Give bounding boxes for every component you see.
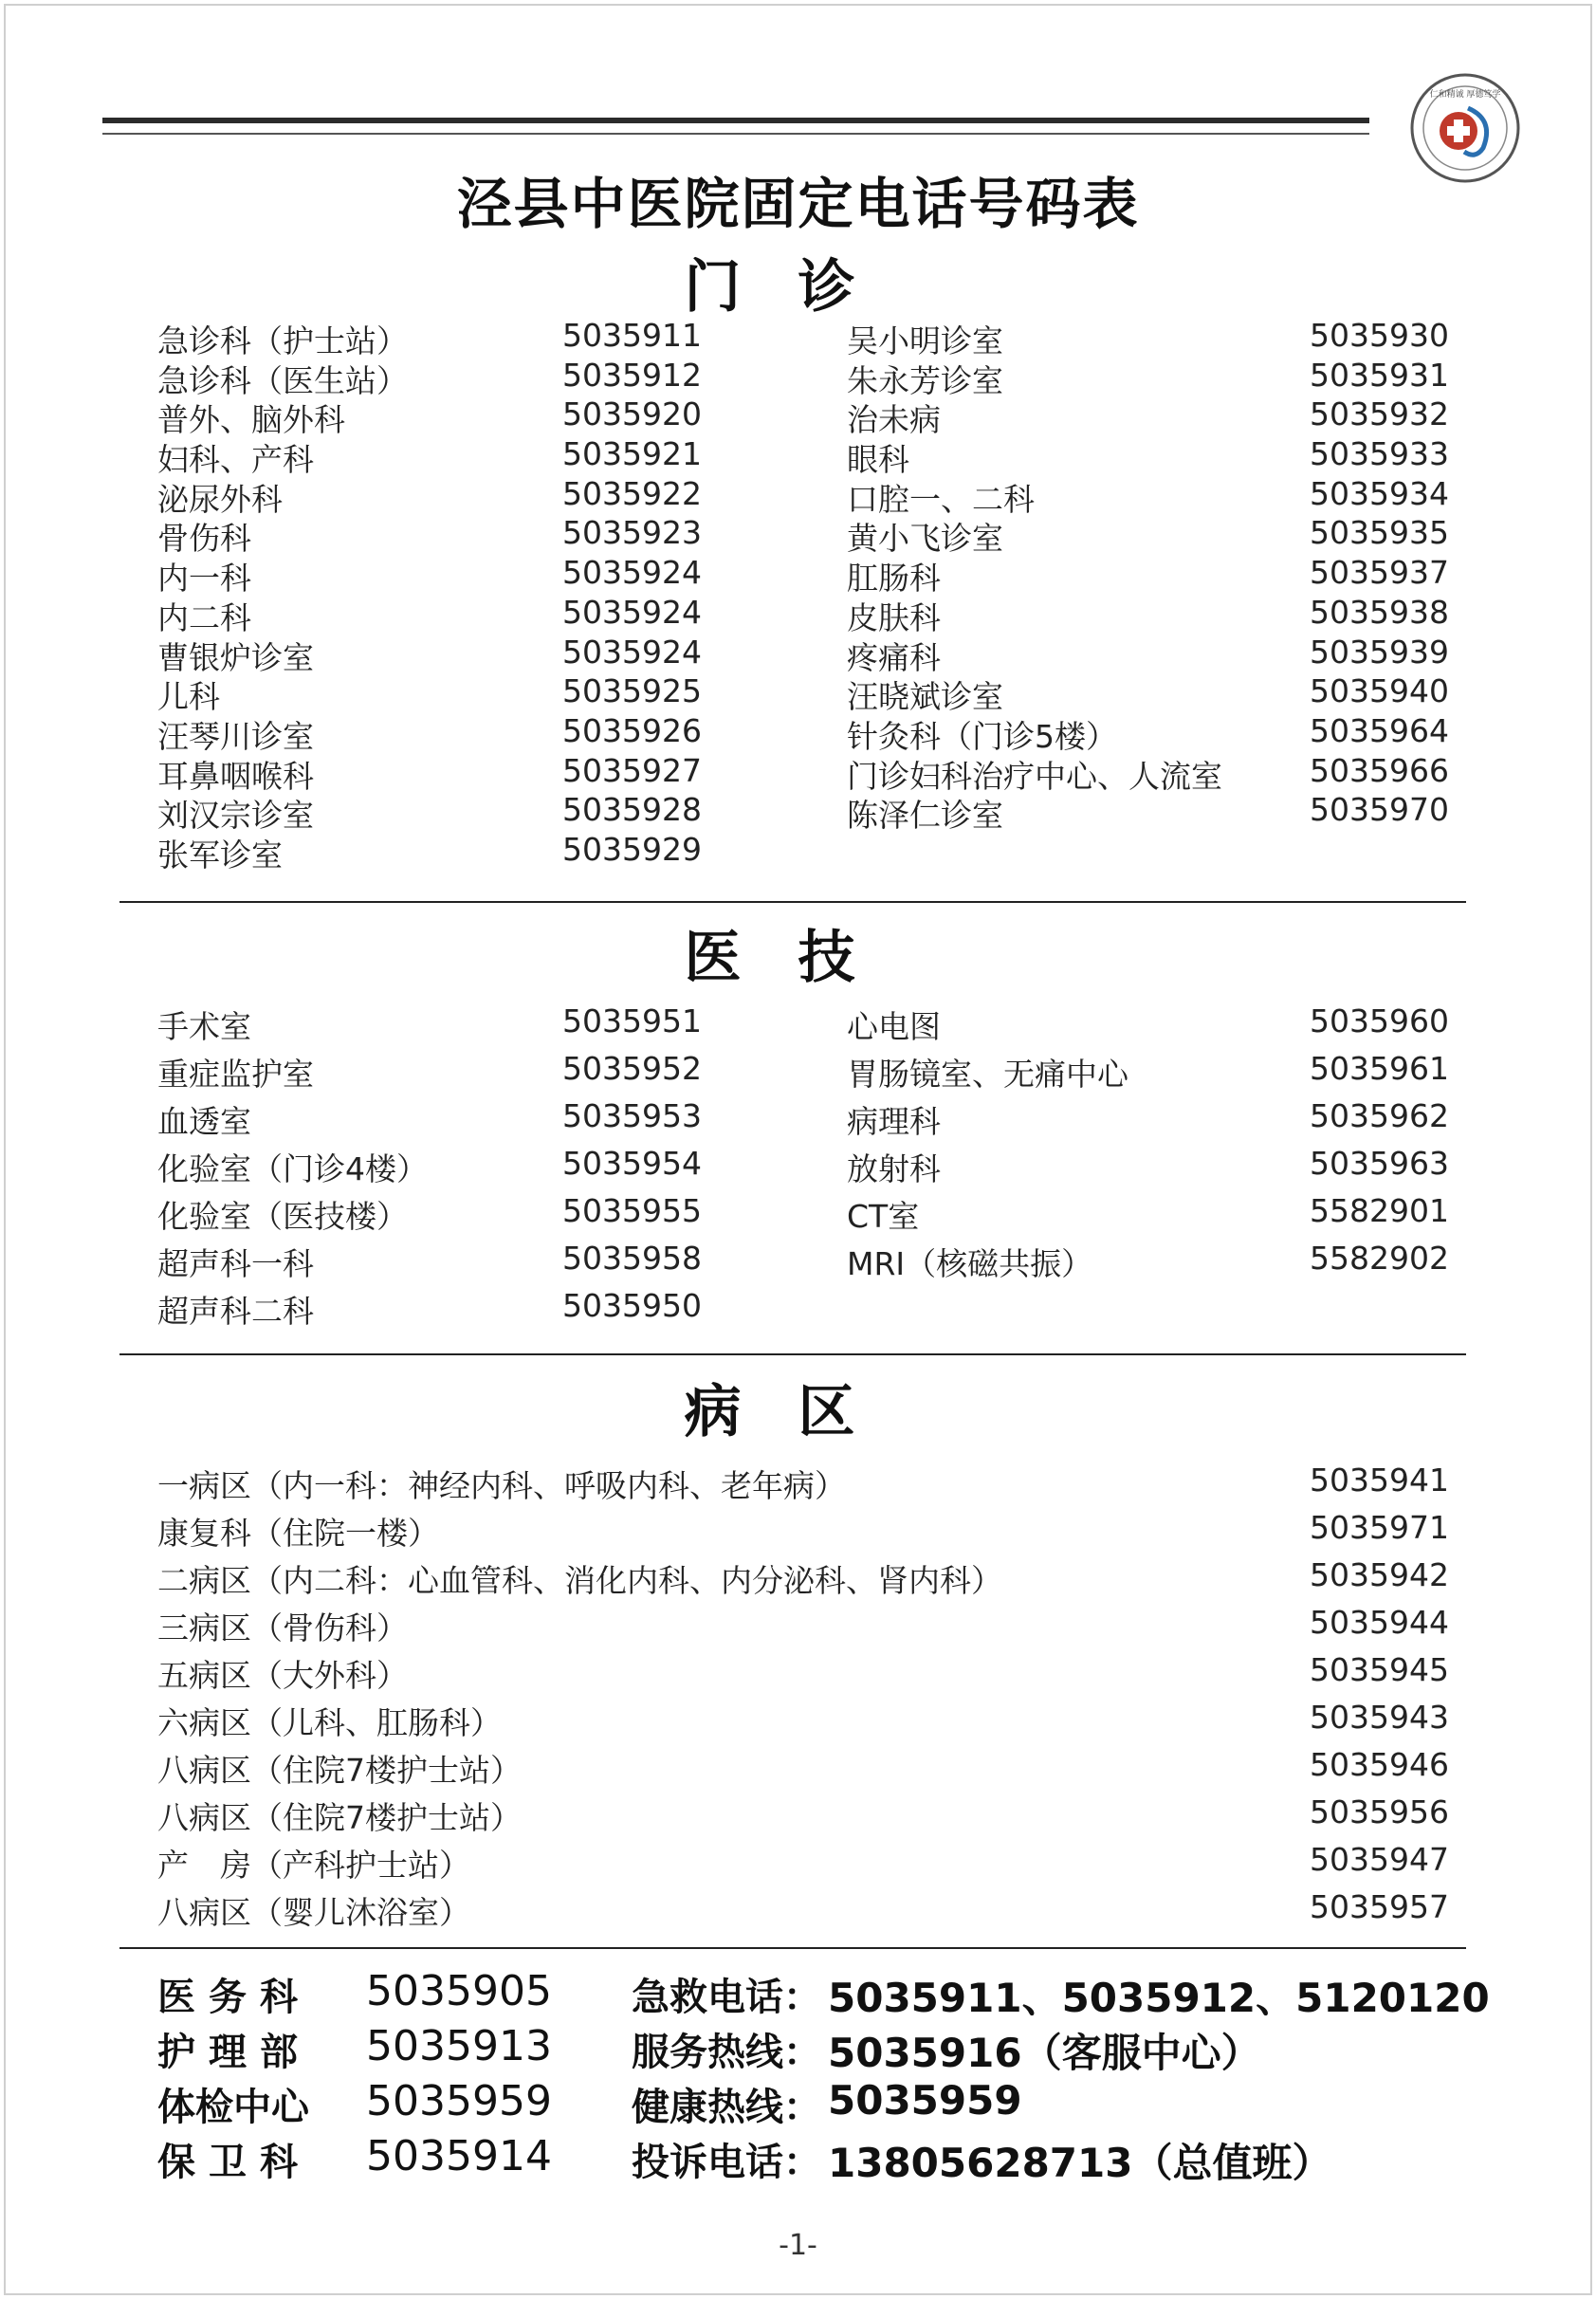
phone-row xyxy=(847,1192,1454,1240)
phone-number: 5035911 xyxy=(562,317,702,354)
department-name: 六病区（儿科、肛肠科） xyxy=(157,1704,502,1741)
department-name: 针灸科（门诊5楼） xyxy=(847,717,1117,755)
phone-row xyxy=(847,751,1454,795)
phone-row xyxy=(157,514,707,558)
contact-number: 5035913 xyxy=(366,2022,552,2070)
phone-row xyxy=(157,1240,707,1287)
phone-number: 5035925 xyxy=(562,672,702,710)
contact-number: 5035914 xyxy=(366,2132,552,2180)
phone-number: 5035938 xyxy=(1310,593,1449,631)
contact-row xyxy=(157,2022,594,2077)
department-name: 曹银炉诊室 xyxy=(157,638,314,676)
department-name: 骨伤科 xyxy=(157,520,251,558)
contact-label: 服务热线： xyxy=(632,2031,821,2074)
phone-number: 5035927 xyxy=(562,751,702,789)
department-name: 化验室（门诊4楼） xyxy=(157,1150,428,1187)
phone-row xyxy=(847,474,1454,518)
phone-number: 5035923 xyxy=(562,514,702,552)
phone-number: 5035966 xyxy=(1310,751,1449,789)
department-name: 康复科（住院一楼） xyxy=(157,1515,439,1552)
department-name: 儿科 xyxy=(157,678,220,716)
section-heading-wards: 病区 xyxy=(684,1379,912,1445)
phone-number: 5035924 xyxy=(562,554,702,592)
page-title: 泾县中医院固定电话号码表 xyxy=(456,172,1140,236)
phone-row xyxy=(847,791,1454,835)
department-name: MRI（核磁共振） xyxy=(847,1245,1093,1282)
phone-row xyxy=(847,1050,1454,1097)
department-name: CT室 xyxy=(847,1198,920,1235)
department-name: 门诊妇科治疗中心、人流室 xyxy=(847,757,1222,795)
department-name: 陈泽仁诊室 xyxy=(847,797,1003,835)
department-name: 化验室（医技楼） xyxy=(157,1198,408,1235)
department-name: 黄小飞诊室 xyxy=(847,520,1003,558)
department-name: 一病区（内一科：神经内科、呼吸内科、老年病） xyxy=(157,1467,846,1504)
contact-row xyxy=(157,2077,594,2132)
contact-number: 5035959 xyxy=(828,2077,1022,2124)
phone-number: 5035947 xyxy=(1310,1841,1449,1878)
phone-number: 5035943 xyxy=(1310,1699,1449,1736)
department-name: 耳鼻咽喉科 xyxy=(157,757,314,795)
phone-row xyxy=(157,633,707,676)
department-name: 五病区（大外科） xyxy=(157,1657,408,1694)
phone-row xyxy=(847,435,1454,479)
phone-number: 5035934 xyxy=(1310,474,1449,512)
phone-row xyxy=(157,1746,1447,1793)
phone-number: 5035964 xyxy=(1310,711,1449,749)
contact-row xyxy=(632,2077,1485,2132)
phone-row xyxy=(847,1097,1454,1145)
phone-row xyxy=(157,1462,1447,1509)
phone-number: 5582902 xyxy=(1310,1240,1449,1277)
department-name: 胃肠镜室、无痛中心 xyxy=(847,1056,1128,1093)
phone-row xyxy=(157,435,707,479)
phone-row xyxy=(157,1699,1447,1746)
phone-number: 5035933 xyxy=(1310,435,1449,473)
phone-row xyxy=(157,1097,707,1145)
page-number: -1- xyxy=(779,2229,817,2262)
ward-list xyxy=(157,1462,1447,1936)
phone-row xyxy=(157,1287,707,1334)
department-name: 产 房（产科护士站） xyxy=(157,1847,470,1884)
department-name: 妇科、产科 xyxy=(157,441,314,479)
medical-tech-right-list xyxy=(847,1002,1454,1287)
phone-row xyxy=(847,1240,1454,1287)
contacts-left xyxy=(157,1967,594,2187)
phone-number: 5035963 xyxy=(1310,1145,1449,1182)
header-rule-thick xyxy=(102,118,1369,123)
phone-row xyxy=(847,594,1454,634)
department-name: 治未病 xyxy=(847,401,941,439)
phone-number: 5035958 xyxy=(562,1240,702,1277)
department-name: 普外、脑外科 xyxy=(157,401,345,439)
contact-number: 5035916（客服中心） xyxy=(828,2030,1261,2076)
phone-row xyxy=(157,791,707,835)
contact-number: 5035905 xyxy=(366,1967,552,2015)
phone-row xyxy=(847,633,1454,676)
phone-row xyxy=(157,830,707,874)
contact-row xyxy=(632,2022,1485,2077)
phone-number: 5035912 xyxy=(562,356,702,394)
contact-row xyxy=(632,2132,1485,2187)
phone-number: 5035954 xyxy=(562,1145,702,1182)
phone-row xyxy=(157,1050,707,1097)
phone-number: 5035935 xyxy=(1310,514,1449,552)
department-name: 内一科 xyxy=(157,560,251,598)
department-name: 汪晓斌诊室 xyxy=(847,678,1003,716)
department-name: 急诊科（医生站） xyxy=(157,361,408,399)
phone-row xyxy=(157,1192,707,1240)
phone-number: 5035970 xyxy=(1310,791,1449,829)
contact-label: 投诉电话： xyxy=(632,2141,821,2184)
department-name: 超声科二科 xyxy=(157,1293,314,1330)
logo-motto: 仁和精诚 厚德笃学 xyxy=(1429,90,1501,100)
contact-row xyxy=(632,1967,1490,2022)
phone-row xyxy=(847,317,1454,357)
department-name: 眼科 xyxy=(847,441,909,479)
department-name: 疼痛科 xyxy=(847,638,941,676)
phone-number: 5035921 xyxy=(562,435,702,473)
contact-number: 13805628713（总值班） xyxy=(828,2140,1332,2186)
section-heading-outpatient: 门诊 xyxy=(684,254,912,321)
phone-number: 5035924 xyxy=(562,593,702,631)
department-name: 肛肠科 xyxy=(847,560,941,598)
phone-number: 5035939 xyxy=(1310,633,1449,671)
department-name: 病理科 xyxy=(847,1103,941,1140)
department-name: 汪琴川诊室 xyxy=(157,717,314,755)
phone-number: 5035962 xyxy=(1310,1097,1449,1134)
department-name: 放射科 xyxy=(847,1150,941,1187)
phone-row xyxy=(157,711,707,755)
phone-row xyxy=(847,1145,1454,1192)
phone-number: 5035931 xyxy=(1310,356,1449,394)
phone-row xyxy=(157,1002,707,1050)
section-divider xyxy=(119,1947,1466,1949)
department-name: 三病区（骨伤科） xyxy=(157,1609,408,1646)
contact-label: 护理部 xyxy=(157,2031,311,2074)
department-name: 皮肤科 xyxy=(847,598,941,636)
phone-row xyxy=(847,672,1454,716)
phone-row xyxy=(847,514,1454,558)
phone-row xyxy=(157,1793,1447,1841)
department-name: 吴小明诊室 xyxy=(847,322,1003,359)
department-name: 重症监护室 xyxy=(157,1056,314,1093)
phone-number: 5035951 xyxy=(562,1002,702,1039)
phone-row xyxy=(847,356,1454,399)
phone-number: 5035920 xyxy=(562,395,702,433)
department-name: 手术室 xyxy=(157,1008,251,1045)
phone-row xyxy=(157,317,707,357)
department-name: 二病区（内二科：心血管科、消化内科、内分泌科、肾内科） xyxy=(157,1562,1002,1599)
department-name: 血透室 xyxy=(157,1103,251,1140)
phone-number: 5035940 xyxy=(1310,672,1449,710)
phone-row xyxy=(157,395,707,439)
phone-number: 5035942 xyxy=(1310,1556,1449,1593)
phone-row xyxy=(157,594,707,634)
department-name: 超声科一科 xyxy=(157,1245,314,1282)
department-name: 口腔一、二科 xyxy=(847,480,1035,518)
department-name: 朱永芳诊室 xyxy=(847,361,1003,399)
phone-number: 5035926 xyxy=(562,711,702,749)
phone-row xyxy=(157,751,707,795)
phone-row xyxy=(157,672,707,716)
contact-label: 急救电话： xyxy=(632,1976,821,2019)
phone-number: 5035971 xyxy=(1310,1509,1449,1546)
department-name: 八病区（婴儿沐浴室） xyxy=(157,1894,470,1931)
phone-number: 5035928 xyxy=(562,791,702,829)
phone-number: 5035955 xyxy=(562,1192,702,1229)
phone-number: 5035924 xyxy=(562,633,702,671)
contact-number: 5035959 xyxy=(366,2077,552,2125)
phone-row xyxy=(157,1556,1447,1604)
phone-number: 5035952 xyxy=(562,1050,702,1087)
phone-row xyxy=(157,1604,1447,1651)
contacts-right xyxy=(632,1967,1490,2187)
phone-number: 5582901 xyxy=(1310,1192,1449,1229)
phone-number: 5035960 xyxy=(1310,1002,1449,1039)
contact-number: 5035911、5035912、5120120 xyxy=(828,1975,1490,2021)
header-rule-thin xyxy=(102,133,1369,135)
phone-row xyxy=(157,554,707,598)
contact-label: 医务科 xyxy=(157,1976,311,2019)
section-divider xyxy=(119,901,1466,903)
contact-row xyxy=(157,2132,594,2187)
outpatient-right-list xyxy=(847,317,1454,835)
section-heading-medical-tech: 医技 xyxy=(684,925,912,991)
department-name: 内二科 xyxy=(157,598,251,636)
department-name: 心电图 xyxy=(847,1008,941,1045)
contact-label: 体检中心 xyxy=(157,2086,309,2129)
department-name: 八病区（住院7楼护士站） xyxy=(157,1799,522,1836)
department-name: 张军诊室 xyxy=(157,836,283,874)
phone-number: 5035929 xyxy=(562,830,702,868)
contact-label: 健康热线： xyxy=(632,2086,821,2129)
phone-row xyxy=(157,474,707,518)
phone-number: 5035956 xyxy=(1310,1793,1449,1830)
phone-number: 5035945 xyxy=(1310,1651,1449,1688)
phone-number: 5035937 xyxy=(1310,554,1449,592)
phone-row xyxy=(847,395,1454,439)
medical-tech-left-list xyxy=(157,1002,707,1334)
phone-row xyxy=(157,1145,707,1192)
phone-number: 5035946 xyxy=(1310,1746,1449,1783)
phone-number: 5035944 xyxy=(1310,1604,1449,1641)
section-divider xyxy=(119,1353,1466,1355)
phone-row xyxy=(847,554,1454,598)
phone-number: 5035950 xyxy=(562,1287,702,1324)
phone-row xyxy=(157,1841,1447,1888)
phone-number: 5035941 xyxy=(1310,1462,1449,1499)
department-name: 八病区（住院7楼护士站） xyxy=(157,1752,522,1789)
phone-number: 5035932 xyxy=(1310,395,1449,433)
phone-row xyxy=(847,711,1454,755)
phone-row xyxy=(157,1509,1447,1556)
department-name: 刘汉宗诊室 xyxy=(157,797,314,835)
contact-label: 保卫科 xyxy=(157,2141,311,2184)
phone-row xyxy=(157,356,707,399)
department-name: 泌尿外科 xyxy=(157,480,283,518)
department-name: 急诊科（护士站） xyxy=(157,322,408,359)
phone-number: 5035922 xyxy=(562,474,702,512)
phone-number: 5035930 xyxy=(1310,317,1449,354)
phone-number: 5035957 xyxy=(1310,1888,1449,1925)
phone-row xyxy=(847,1002,1454,1050)
contact-row xyxy=(157,1967,594,2022)
outpatient-left-list xyxy=(157,317,707,874)
phone-number: 5035961 xyxy=(1310,1050,1449,1087)
phone-number: 5035953 xyxy=(562,1097,702,1134)
phone-row xyxy=(157,1888,1447,1936)
phone-row xyxy=(157,1651,1447,1699)
